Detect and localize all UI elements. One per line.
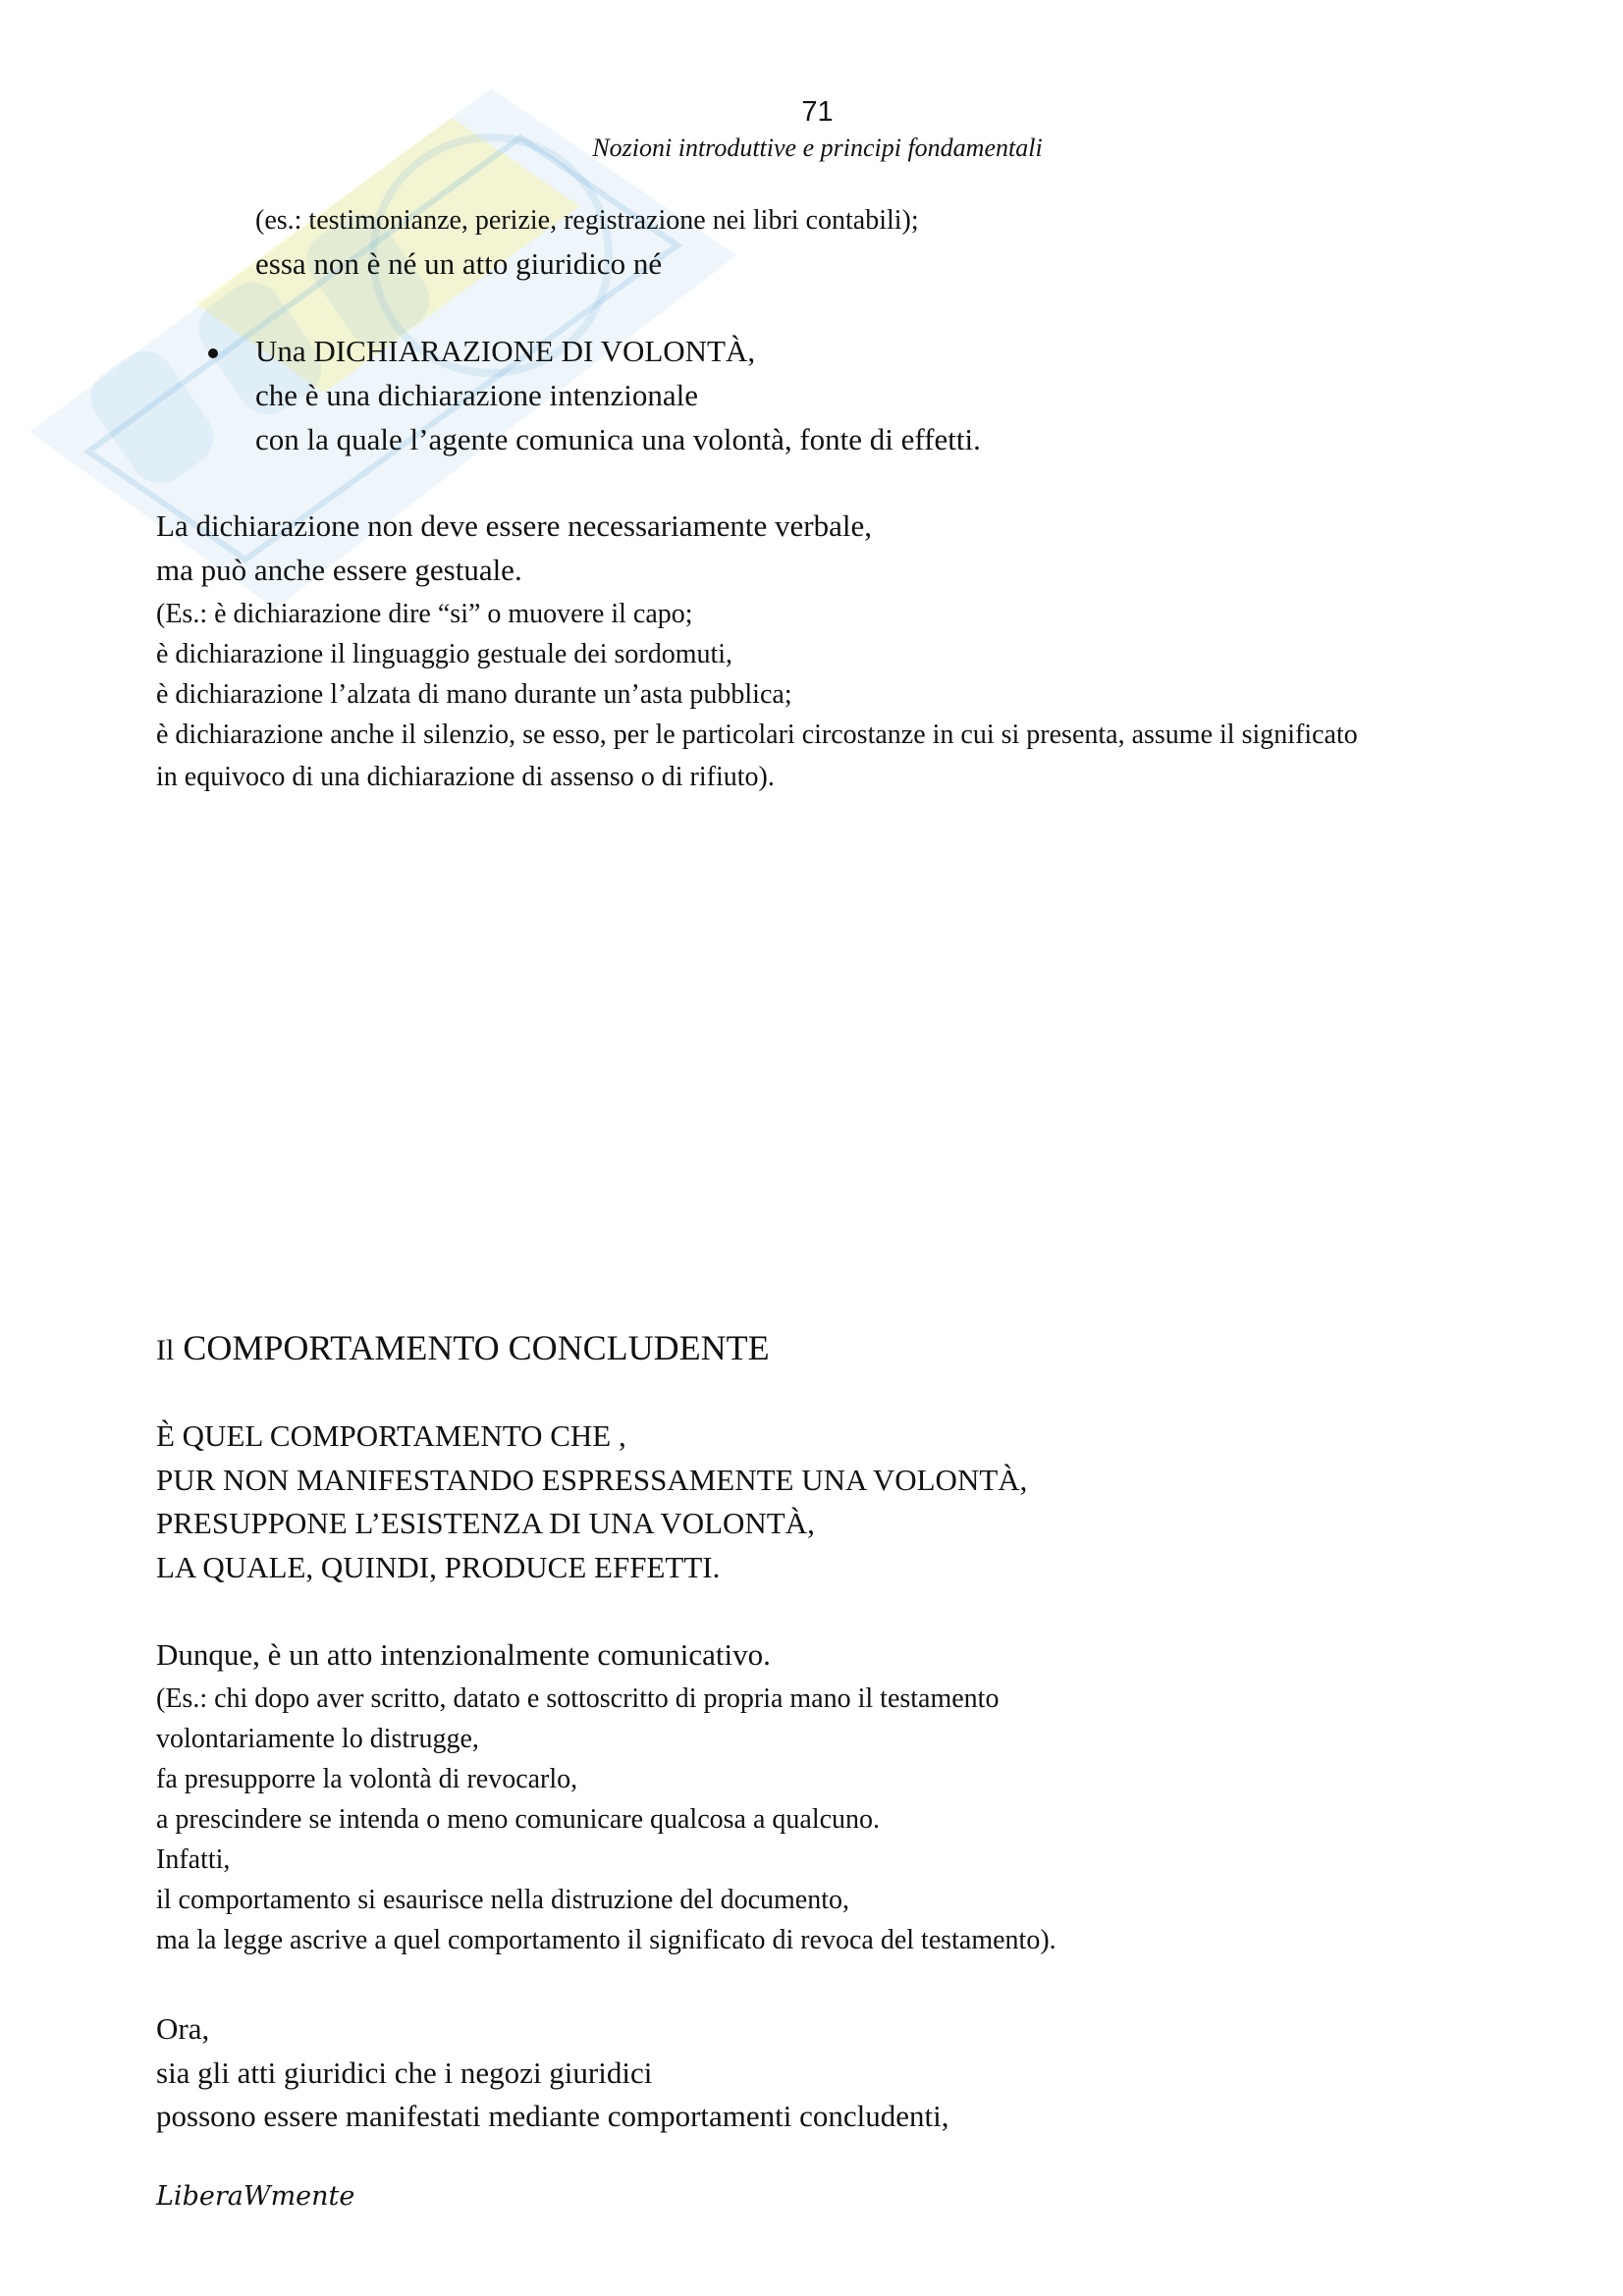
section-title	[156, 1330, 770, 1365]
definition-line: LA QUALE, QUINDI, PRODUCE EFFETTI.	[156, 1550, 721, 1584]
running-header: Nozioni introduttive e principi fondamentali	[592, 133, 1043, 162]
bullet-line: con la quale l’agente comunica una volontà, fonte di effetti.	[255, 422, 981, 456]
paragraph-line: ma può anche essere gestuale.	[156, 553, 522, 587]
paragraph-line: La dichiarazione non deve essere necessariamente verbale,	[156, 508, 872, 543]
example-line: è dichiarazione anche il silenzio, se esso, per le particolari circostanze in cui si presenta, assume il significato	[156, 720, 1358, 750]
page-number: 71	[801, 96, 834, 128]
definition-line: PRESUPPONE L’ESISTENZA DI UNA VOLONTÀ,	[156, 1506, 815, 1540]
paragraph-line: Dunque, è un atto intenzionalmente comunicativo.	[156, 1637, 771, 1672]
example-line: ma la legge ascrive a quel comportamento il significato di revoca del testamento).	[156, 1925, 1056, 1955]
paragraph-line: Ora,	[156, 2011, 210, 2046]
section-title-prefix: Il	[156, 1334, 175, 1366]
example-line: in equivoco di una dichiarazione di assenso o di rifiuto).	[156, 762, 775, 792]
example-line: è dichiarazione l’alzata di mano durante un’asta pubblica;	[156, 679, 792, 710]
text-line: essa non è né un atto giuridico né	[255, 246, 663, 281]
example-line: (Es.: è dichiarazione dire “si” o muovere il capo;	[156, 599, 693, 629]
paragraph-line: sia gli atti giuridici che i negozi giuridici	[156, 2056, 653, 2090]
definition-line: PUR NON MANIFESTANDO ESPRESSAMENTE UNA VOLONTÀ,	[156, 1463, 1028, 1497]
bullet-line: che è una dichiarazione intenzionale	[255, 378, 698, 412]
example-line: (Es.: chi dopo aver scritto, datato e sottoscritto di propria mano il testamento	[156, 1683, 1000, 1714]
bullet-icon	[208, 348, 218, 358]
example-line: a prescindere se intenda o meno comunicare qualcosa a qualcuno.	[156, 1804, 881, 1835]
example-line: fa presupporre la volontà di revocarlo,	[156, 1764, 578, 1794]
text-line: (es.: testimonianze, perizie, registrazione nei libri contabili);	[255, 205, 919, 236]
footer-signature: LiberaWmente	[156, 2181, 355, 2212]
example-line: volontariamente lo distrugge,	[156, 1724, 479, 1754]
bullet-line: Una DICHIARAZIONE DI VOLONTÀ,	[255, 334, 756, 368]
definition-line: È QUEL COMPORTAMENTO CHE ,	[156, 1418, 626, 1453]
example-line: il comportamento si esaurisce nella distruzione del documento,	[156, 1885, 850, 1915]
example-line: Infatti,	[156, 1844, 231, 1875]
example-line: è dichiarazione il linguaggio gestuale dei sordomuti,	[156, 639, 733, 669]
paragraph-line: possono essere manifestati mediante comportamenti concludenti,	[156, 2099, 949, 2133]
section-title-main: COMPORTAMENTO CONCLUDENTE	[183, 1328, 770, 1367]
